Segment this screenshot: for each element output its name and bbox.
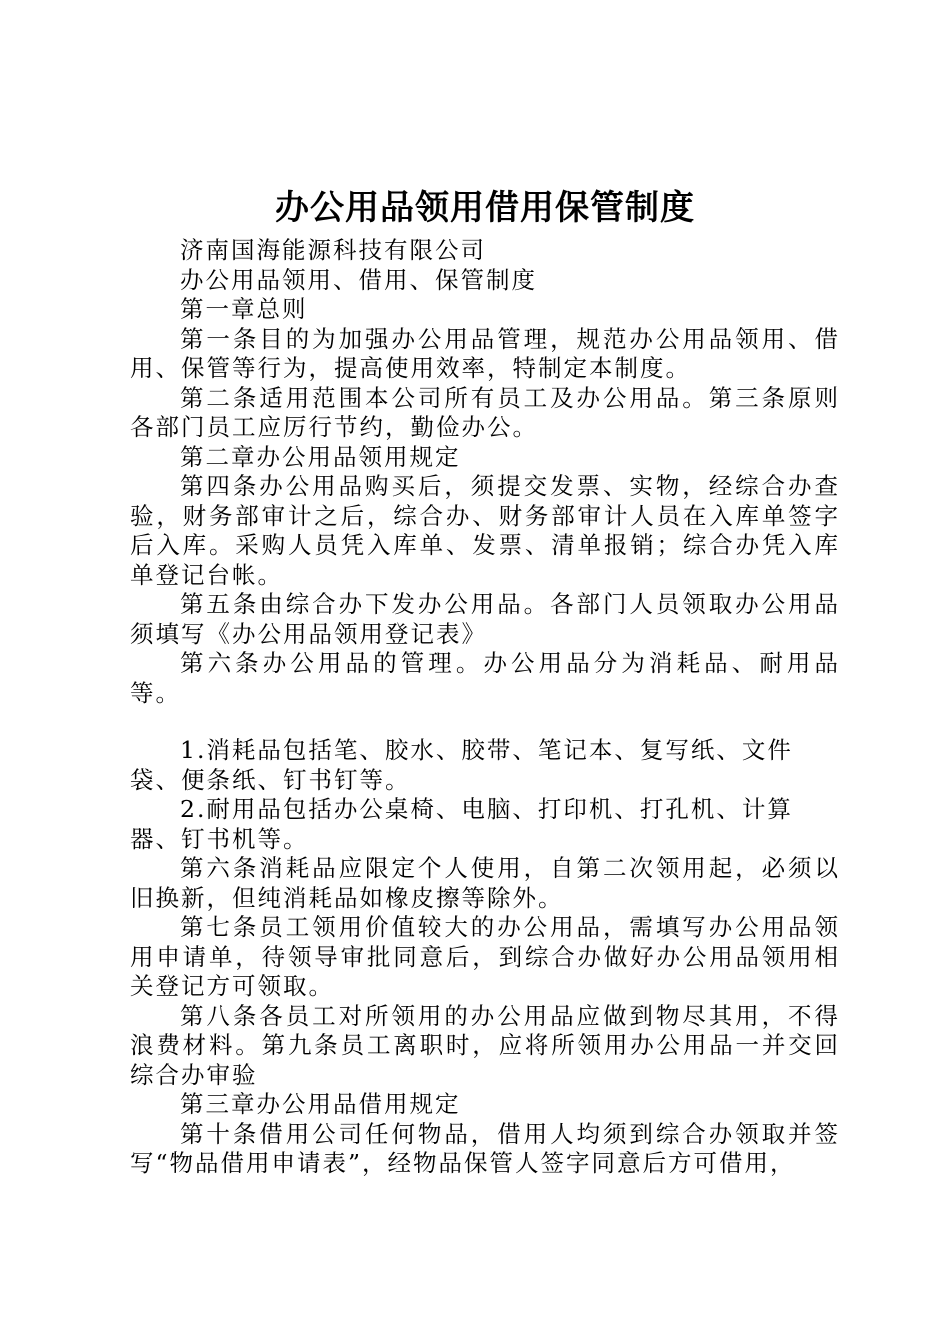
article-8-9: 第八条各员工对所领用的办公用品应做到物尽其用，不得浪费材料。第九条员工离职时，应将所领用办公用品一并交回综合办审验 xyxy=(130,1001,840,1089)
regulation-name: 办公用品领用、借用、保管制度 xyxy=(180,265,537,294)
list-item-consumables: 1.消耗品包括笔、胶水、胶带、笔记本、复写纸、文件袋、便条纸、钉书钉等。 xyxy=(130,736,793,794)
list-item-durables: 2.耐用品包括办公桌椅、电脑、打印机、打孔机、计算器、钉书机等。 xyxy=(130,795,793,853)
article-6-consumables: 第六条消耗品应限定个人使用，自第二次领用起，必须以旧换新，但纯消耗品如橡皮擦等除外。 xyxy=(130,854,840,912)
article-5: 第五条由综合办下发办公用品。各部门人员领取办公用品须填写《办公用品领用登记表》 xyxy=(130,590,840,648)
article-10: 第十条借用公司任何物品，借用人均须到综合办领取并签写“物品借用申请表”，经物品保管人签字同意后方可借用， xyxy=(130,1119,840,1177)
article-2-3: 第二条适用范围本公司所有员工及办公用品。第三条原则各部门员工应厉行节约，勤俭办公。 xyxy=(130,383,840,441)
article-6: 第六条办公用品的管理。办公用品分为消耗品、耐用品等。 xyxy=(130,649,840,707)
document-title: 办公用品领用借用保管制度 xyxy=(275,188,695,228)
chapter-2-heading: 第二章办公用品领用规定 xyxy=(180,442,461,471)
paragraph-gap xyxy=(130,708,840,736)
chapter-3-heading: 第三章办公用品借用规定 xyxy=(180,1090,461,1118)
company-name: 济南国海能源科技有限公司 xyxy=(180,236,486,264)
document-page xyxy=(130,180,840,1179)
article-7: 第七条员工领用价值较大的办公用品，需填写办公用品领用申请单，待领导审批同意后，到综合办做好办公用品领用相关登记方可领取。 xyxy=(130,913,840,1000)
article-4: 第四条办公用品购买后，须提交发票、实物，经综合办查验，财务部审计之后，综合办、财务部审计人员在入库单签字后入库。采购人员凭入库单、发票、清单报销；综合办凭入库单登记台帐。 xyxy=(130,472,840,589)
article-1: 第一条目的为加强办公用品管理，规范办公用品领用、借用、保管等行为，提高使用效率，特制定本制度。 xyxy=(130,324,840,382)
chapter-1-heading: 第一章总则 xyxy=(180,295,308,323)
